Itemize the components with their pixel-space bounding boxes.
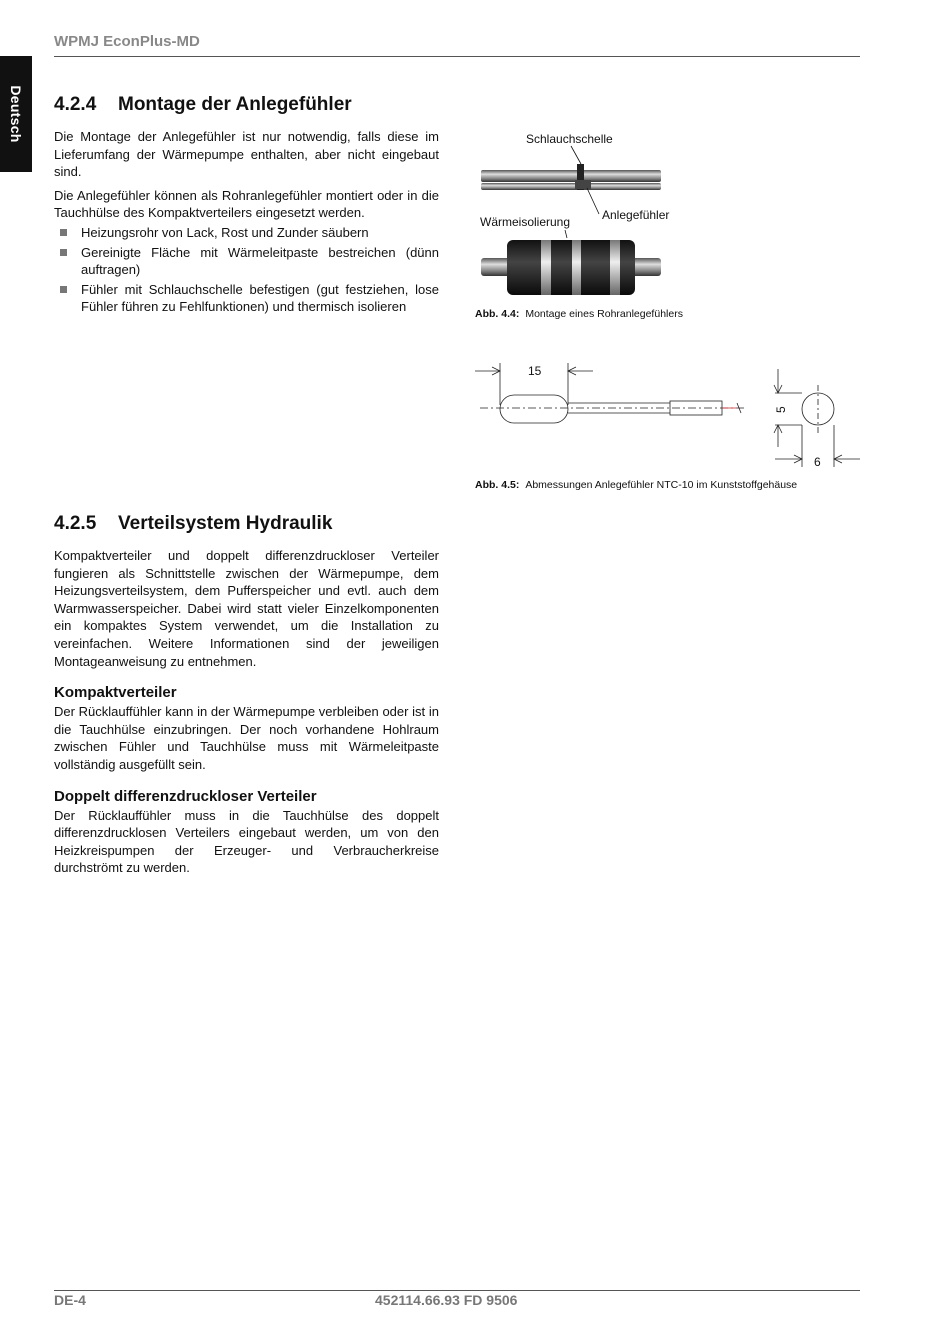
document-header-title: WPMJ EconPlus-MD bbox=[54, 33, 200, 50]
subsection-title: Doppelt differenzdruckloser Verteiler bbox=[54, 787, 317, 805]
figure-sensor-dimensions bbox=[475, 355, 865, 475]
paragraph: Der Rücklauffühler muss in die Tauchhülse des doppelt differenzdrucklosen Verteilers eingebaut werden, um von den Heizkreispumpen der Erzeuger- und Verbraucherkreise durchströmt zu werden. bbox=[54, 807, 439, 876]
section-heading bbox=[54, 513, 439, 535]
caption-text: Abmessungen Anlegefühler NTC-10 im Kunststoffgehäuse bbox=[525, 479, 798, 491]
figure-4-4-caption bbox=[475, 308, 683, 320]
section-number: 4.2.5 bbox=[54, 513, 97, 534]
paragraph: Die Anlegefühler können als Rohranlegefühler montiert oder in die Tauchhülse des Kompaktverteilers eingesetzt werden. bbox=[54, 187, 439, 221]
dimension-length-label: 15 bbox=[528, 364, 542, 378]
figure-pipe-sensor-mounting bbox=[475, 128, 680, 303]
section-title: Montage der Anlegefühler bbox=[118, 94, 352, 115]
section-title: Verteilsystem Hydraulik bbox=[118, 513, 333, 534]
label-insulation: Wärmeisolierung bbox=[480, 215, 571, 229]
dimension-width-label: 6 bbox=[814, 455, 821, 469]
label-clamp: Schlauchschelle bbox=[526, 132, 613, 146]
sensor-dimension-drawing bbox=[475, 355, 865, 475]
paragraph: Die Montage der Anlegefühler ist nur notwendig, falls diese im Lieferumfang der Wärmepumpe enthalten, aber nicht eingebaut sind. bbox=[54, 129, 439, 180]
figure-4-5-caption bbox=[475, 479, 797, 491]
document-number: 452114.66.93 FD 9506 bbox=[375, 1292, 518, 1308]
list-item: Gereinigte Fläche mit Wärmeleitpaste bestreichen (dünn auftragen) bbox=[54, 244, 439, 279]
paragraph: Der Rücklauffühler kann in der Wärmepumpe verbleiben oder ist in die Tauchhülse einzubringen. Der noch vorhandene Hohlraum zwischen Fühler und Tauchhülse muss mit Wärmeleitpaste vollständig ausgefüllt sein. bbox=[54, 704, 439, 772]
caption-text: Montage eines Rohranlegefühlers bbox=[525, 308, 683, 320]
language-tab-label: Deutsch bbox=[8, 85, 24, 143]
bullet-list bbox=[54, 224, 439, 316]
paragraph: Kompaktverteiler und doppelt differenzdruckloser Verteiler fungieren als Schnittstelle zwischen der Wärmepumpe, dem Heizungsverteilsystem, dem Pufferspeicher und evtl. auch dem Warmwasserspeicher. Dabei wird statt vieler Einzelkomponenten ein kompaktes System verwendet, um die Installation zu vereinfachen. Weitere Informationen sind der jeweiligen Montageanweisung zu entnehmen. bbox=[54, 548, 439, 669]
header-divider bbox=[54, 56, 860, 57]
section-number: 4.2.4 bbox=[54, 94, 97, 115]
list-item: Heizungsrohr von Lack, Rost und Zunder säubern bbox=[54, 224, 439, 242]
section-4-2-4 bbox=[54, 94, 439, 318]
dimension-height-label: 5 bbox=[774, 406, 788, 413]
subsection-title: Kompaktverteiler bbox=[54, 684, 177, 702]
list-item: Fühler mit Schlauchschelle befestigen (gut festziehen, lose Fühler führen zu Fehlfunktionen) und thermisch isolieren bbox=[54, 281, 439, 316]
section-4-2-5 bbox=[54, 513, 439, 883]
page-number: DE-4 bbox=[54, 1292, 86, 1308]
language-tab bbox=[0, 56, 32, 172]
footer-divider bbox=[54, 1290, 860, 1291]
label-sensor: Anlegefühler bbox=[602, 208, 670, 222]
caption-number: Abb. 4.4: bbox=[475, 308, 520, 320]
caption-number: Abb. 4.5: bbox=[475, 479, 520, 491]
section-heading bbox=[54, 94, 439, 116]
